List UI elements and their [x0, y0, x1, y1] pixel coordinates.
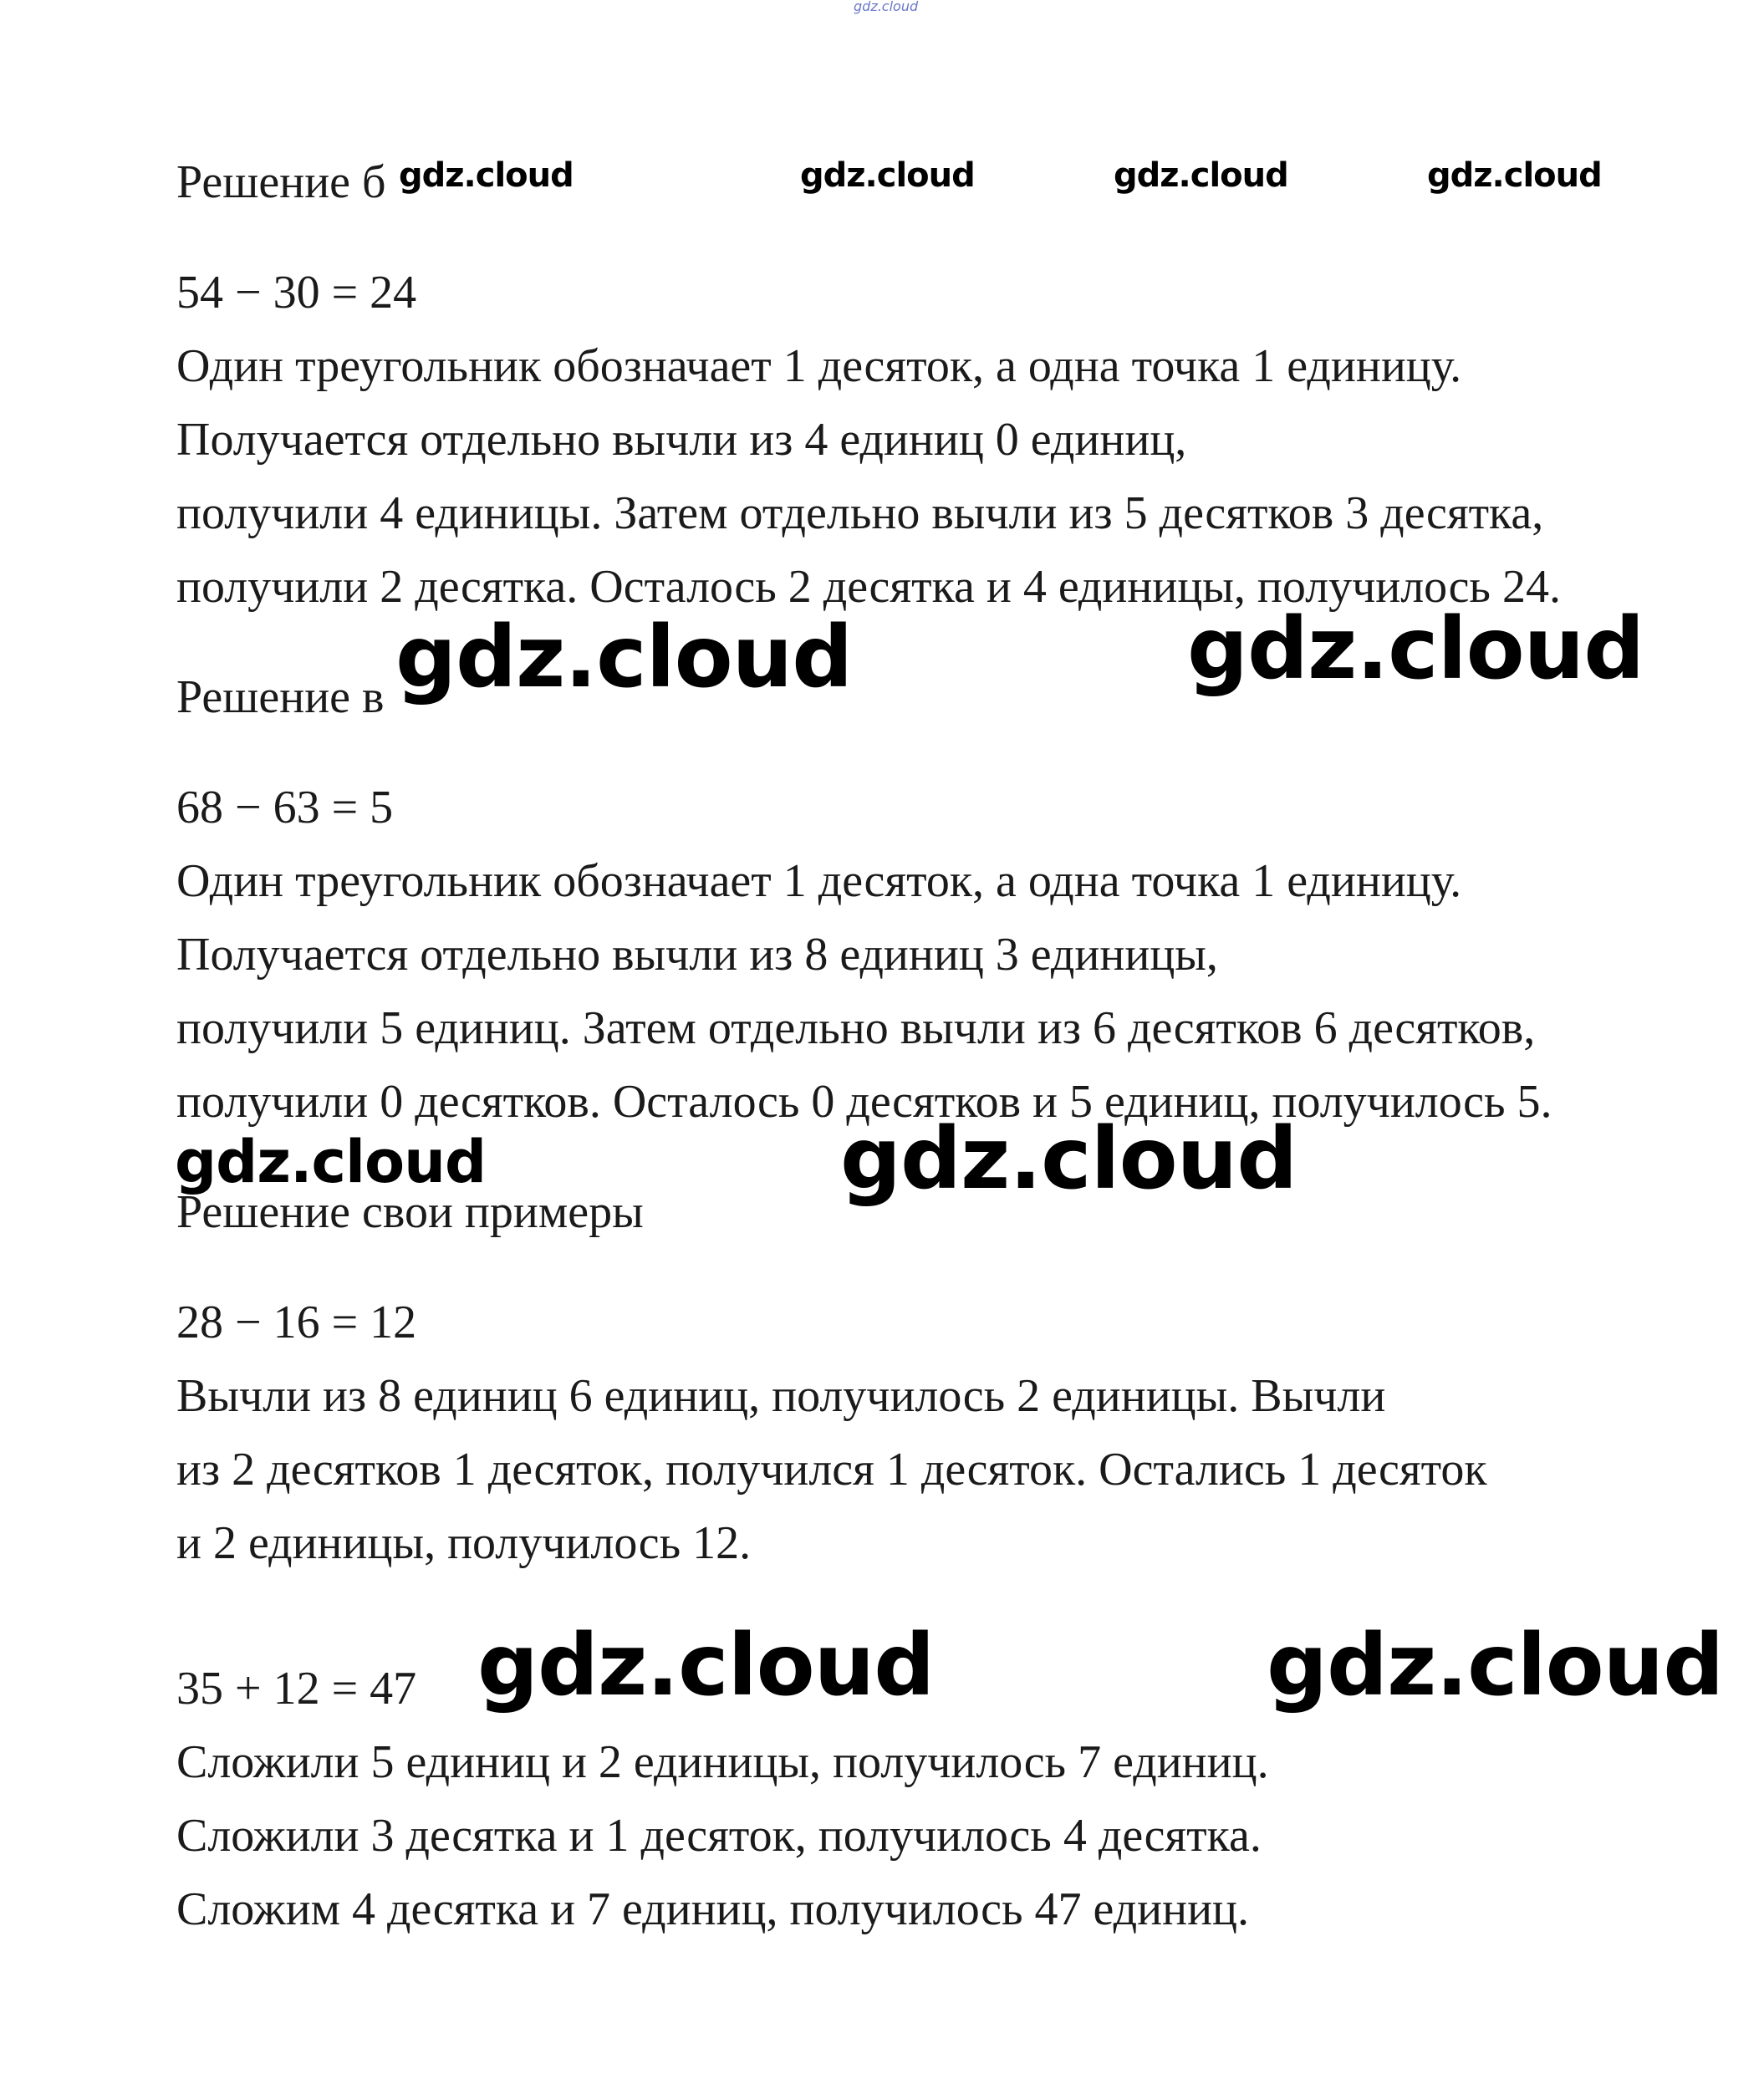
heading-solution-v: Решение в — [176, 671, 385, 723]
watermark: gdz.cloud — [800, 156, 975, 195]
equation-v: 68 − 63 = 5 — [176, 782, 394, 833]
heading-solution-b: Решение б — [176, 156, 386, 208]
watermark: gdz.cloud — [1187, 599, 1644, 699]
text-line: Сложили 5 единиц и 2 единицы, получилось 7 единиц. — [176, 1736, 1269, 1788]
text-line: из 2 десятков 1 десяток, получился 1 десяток. Остались 1 десяток — [176, 1444, 1487, 1496]
text-line: и 2 единицы, получилось 12. — [176, 1517, 752, 1569]
watermark: gdz.cloud — [399, 156, 574, 195]
equation-own-1: 28 − 16 = 12 — [176, 1297, 417, 1348]
text-line: Получается отдельно вычли из 8 единиц 3 единицы, — [176, 929, 1218, 981]
text-line: Сложили 3 десятка и 1 десяток, получилось 4 десятка. — [176, 1810, 1262, 1862]
text-line: Получается отдельно вычли из 4 единиц 0 единиц, — [176, 414, 1187, 466]
watermark: gdz.cloud — [840, 1109, 1298, 1209]
text-line: получили 2 десятка. Осталось 2 десятка и 4 единицы, получилось 24. — [176, 561, 1561, 613]
watermark: gdz.cloud — [477, 1616, 935, 1715]
text-line: Один треугольник обозначает 1 десяток, а одна точка 1 единицу. — [176, 340, 1462, 392]
text-line: получили 5 единиц. Затем отдельно вычли из 6 десятков 6 десятков, — [176, 1002, 1536, 1054]
watermark: gdz.cloud — [1267, 1616, 1724, 1715]
top-watermark: gdz.cloud — [854, 0, 919, 14]
text-line: Вычли из 8 единиц 6 единиц, получилось 2 единицы. Вычли — [176, 1370, 1386, 1422]
watermark: gdz.cloud — [175, 1128, 487, 1196]
text-line: Один треугольник обозначает 1 десяток, а одна точка 1 единицу. — [176, 855, 1462, 907]
text-line: Сложим 4 десятка и 7 единиц, получилось 47 единиц. — [176, 1883, 1250, 1935]
equation-b: 54 − 30 = 24 — [176, 267, 417, 318]
equation-own-2: 35 + 12 = 47 — [176, 1663, 417, 1715]
text-line: получили 0 десятков. Осталось 0 десятков и 5 единиц, получилось 5. — [176, 1076, 1552, 1128]
watermark: gdz.cloud — [395, 608, 853, 707]
watermark: gdz.cloud — [1114, 156, 1288, 195]
text-line: получили 4 единицы. Затем отдельно вычли из 5 десятков 3 десятка, — [176, 487, 1544, 539]
heading-own-examples: Решение свои примеры — [176, 1186, 644, 1238]
watermark: gdz.cloud — [1427, 156, 1602, 195]
